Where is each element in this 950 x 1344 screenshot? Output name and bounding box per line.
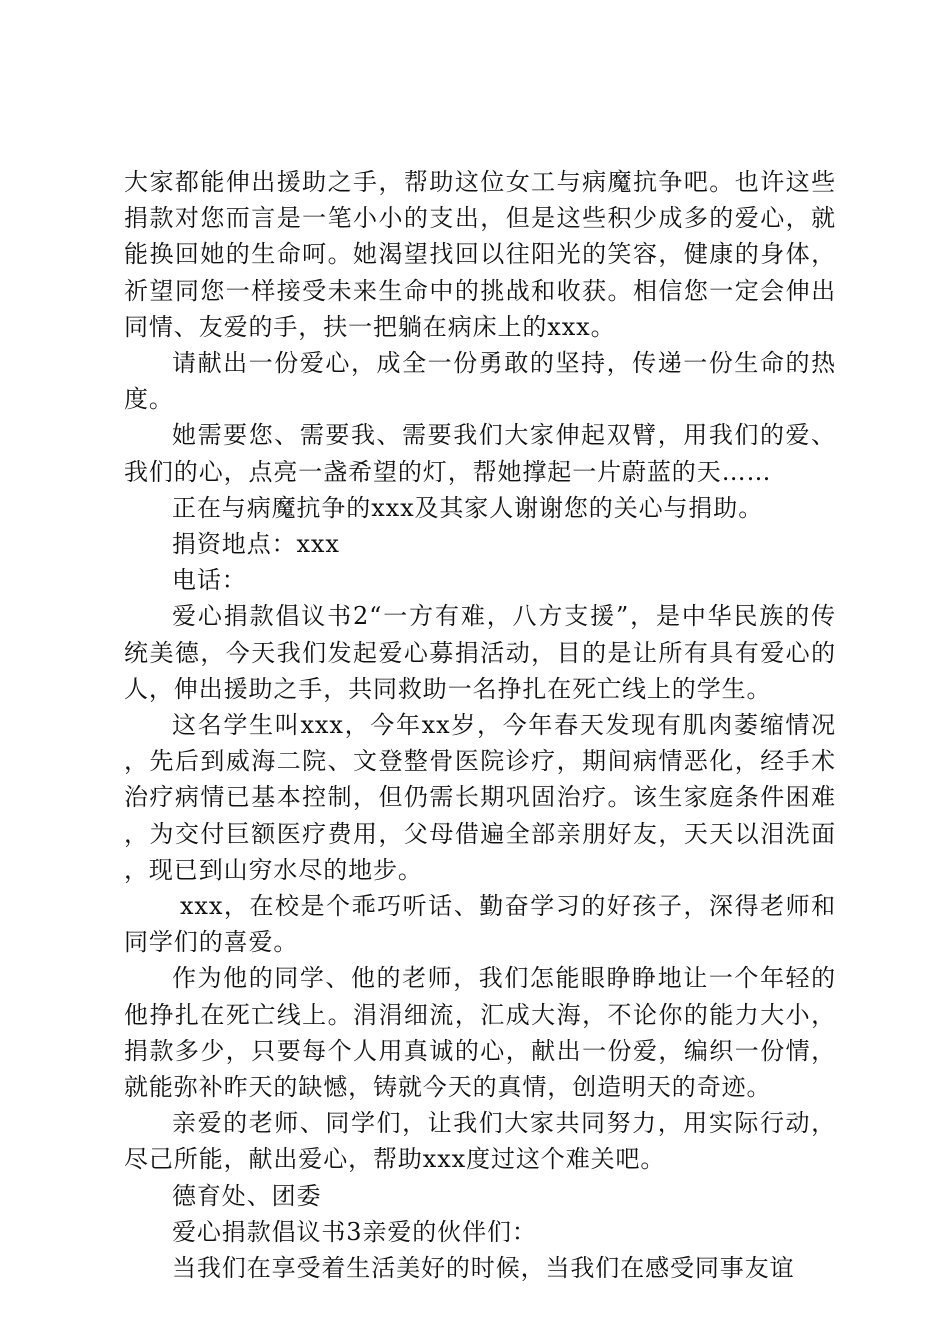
paragraph-student-praise: xxx，在校是个乖巧听话、勤奋学习的好孩子，深得老师和同学们的喜爱。 [124, 892, 836, 957]
document-page [124, 164, 836, 1286]
paragraph-call-to-action: 亲爱的老师、同学们，让我们大家共同努力，用实际行动，尽己所能，献出爱心，帮助xxx度过这个难关吧。 [124, 1109, 836, 1174]
paragraph-proposal-3-heading: 爱心捐款倡议书3亲爱的伙伴们： [172, 1217, 537, 1246]
paragraph-student-situation: 这名学生叫xxx，今年xx岁，今年春天发现有肌肉萎缩情况，先后到威海二院、文登整骨医院诊疗，期间病情恶化，经手术治疗病情已基本控制，但仍需长期巩固治疗。该生家庭条件困难，为交付巨额医疗费用，父母借遍全部亲朋好友，天天以泪洗面，现已到山穷水尽的地步。 [124, 711, 836, 884]
paragraph-thanks: 正在与病魔抗争的xxx及其家人谢谢您的关心与捐助。 [172, 493, 764, 522]
paragraph-proposal-3-start: 当我们在享受着生活美好的时候，当我们在感受同事友谊 [172, 1254, 795, 1283]
paragraph-donation-location: 捐资地点：xxx [172, 530, 340, 559]
paragraph-proposal-2-intro: 爱心捐款倡议书2“一方有难，八方支援”，是中华民族的传统美德，今天我们发起爱心募捐活动，目的是让所有具有爱心的人，伸出援助之手，共同救助一名挣扎在死亡线上的学生。 [124, 602, 836, 703]
paragraph-appeal-continued: 大家都能伸出援助之手，帮助这位女工与病魔抗争吧。也许这些捐款对您而言是一笔小小的支出，但是这些积少成多的爱心，就能换回她的生命呵。她渴望找回以往阳光的笑容，健康的身体，祈望同您一样接受未来生命中的挑战和收获。相信您一定会伸出同情、友爱的手，扶一把躺在病床上的xxx。 [124, 168, 836, 341]
paragraph-signature: 德育处、团委 [172, 1181, 322, 1210]
paragraph-phone: 电话： [172, 566, 247, 595]
paragraph-as-classmates: 作为他的同学、他的老师，我们怎能眼睁睁地让一个年轻的他挣扎在死亡线上。涓涓细流，汇成大海，不论你的能力大小，捐款多少，只要每个人用真诚的心，献出一份爱，编织一份情，就能弥补昨天的缺憾，铸就今天的真情，创造明天的奇迹。 [124, 964, 836, 1102]
paragraph-she-needs-you: 她需要您、需要我、需要我们大家伸起双臂，用我们的爱、我们的心，点亮一盏希望的灯，帮她撑起一片蔚蓝的天…… [124, 421, 836, 486]
paragraph-donate-love: 请献出一份爱心，成全一份勇敢的坚持，传递一份生命的热度。 [124, 349, 836, 414]
